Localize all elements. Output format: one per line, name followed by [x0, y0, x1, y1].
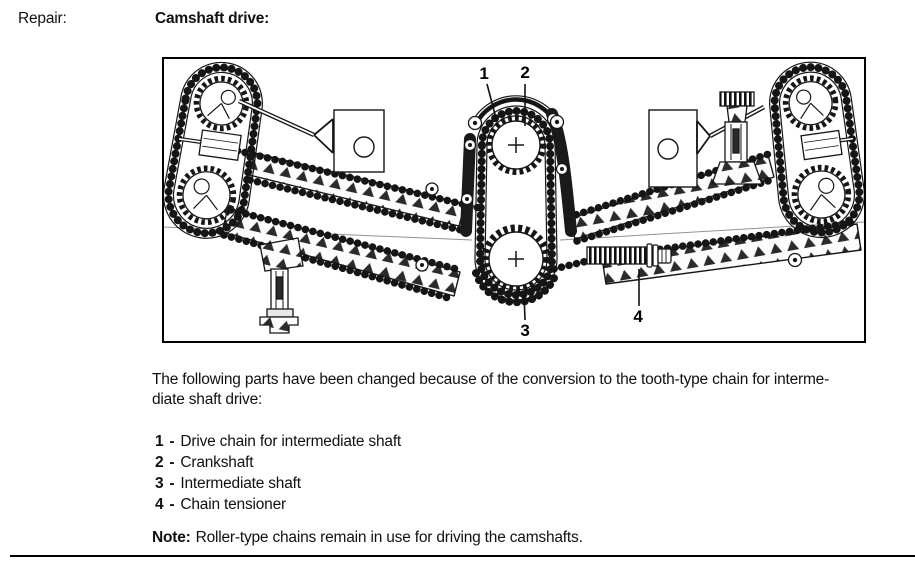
parts-list: [155, 431, 401, 515]
bottom-rule: [10, 555, 915, 557]
left-chain-guide-bar: [462, 139, 476, 231]
note: [152, 529, 583, 547]
callout-3: 3: [520, 321, 530, 340]
part-number: 1: [155, 433, 164, 450]
upper-right-tensioner: [712, 92, 762, 184]
right-upper-cam-sprocket: [782, 75, 838, 131]
paragraph-line-1: The following parts have been changed because of the conversion to the tooth-type chain for interme-: [152, 371, 830, 388]
callout-1: 1: [479, 64, 489, 83]
part-number: 3: [155, 475, 164, 492]
part-number: 4: [155, 496, 164, 513]
parts-list-item: [155, 473, 401, 494]
part-label: Chain tensioner: [180, 496, 286, 513]
right-bearing-block: [801, 131, 842, 160]
parts-list-separator: -: [169, 454, 175, 471]
right-cylinder-block: [649, 110, 697, 187]
right-lower-cam-sprocket: [791, 164, 852, 225]
parts-list-item: [155, 431, 401, 452]
description-paragraph: [152, 370, 829, 410]
parts-list-item: [155, 452, 401, 473]
part-label: Intermediate shaft: [180, 475, 301, 492]
lower-left-tensioner: [260, 238, 303, 333]
callout-2: 2: [520, 63, 530, 82]
left-bearing-block: [199, 130, 241, 160]
repair-label: Repair:: [18, 10, 67, 27]
part-label: Drive chain for intermediate shaft: [180, 433, 402, 450]
part-number: 2: [155, 454, 164, 471]
parts-list-separator: -: [169, 475, 175, 492]
crankshaft-sprocket: [489, 118, 543, 172]
chain-tensioner-bolt: [587, 244, 671, 267]
part-label: Crankshaft: [180, 454, 254, 471]
parts-list-item: [155, 494, 401, 515]
note-label: Note:: [152, 529, 191, 546]
left-cylinder-block: [334, 110, 384, 172]
camshaft-drive-diagram: [164, 59, 864, 341]
paragraph-line-2: diate shaft drive:: [152, 391, 263, 408]
camshaft-drive-figure: [162, 57, 866, 343]
parts-list-separator: -: [169, 496, 175, 513]
parts-list-separator: -: [169, 433, 175, 450]
note-text: Roller-type chains remain in use for driving the camshafts.: [195, 529, 583, 546]
right-camshaft-assembly: [760, 59, 864, 243]
page-title: Camshaft drive:: [155, 10, 270, 27]
callout-4: 4: [633, 307, 643, 326]
